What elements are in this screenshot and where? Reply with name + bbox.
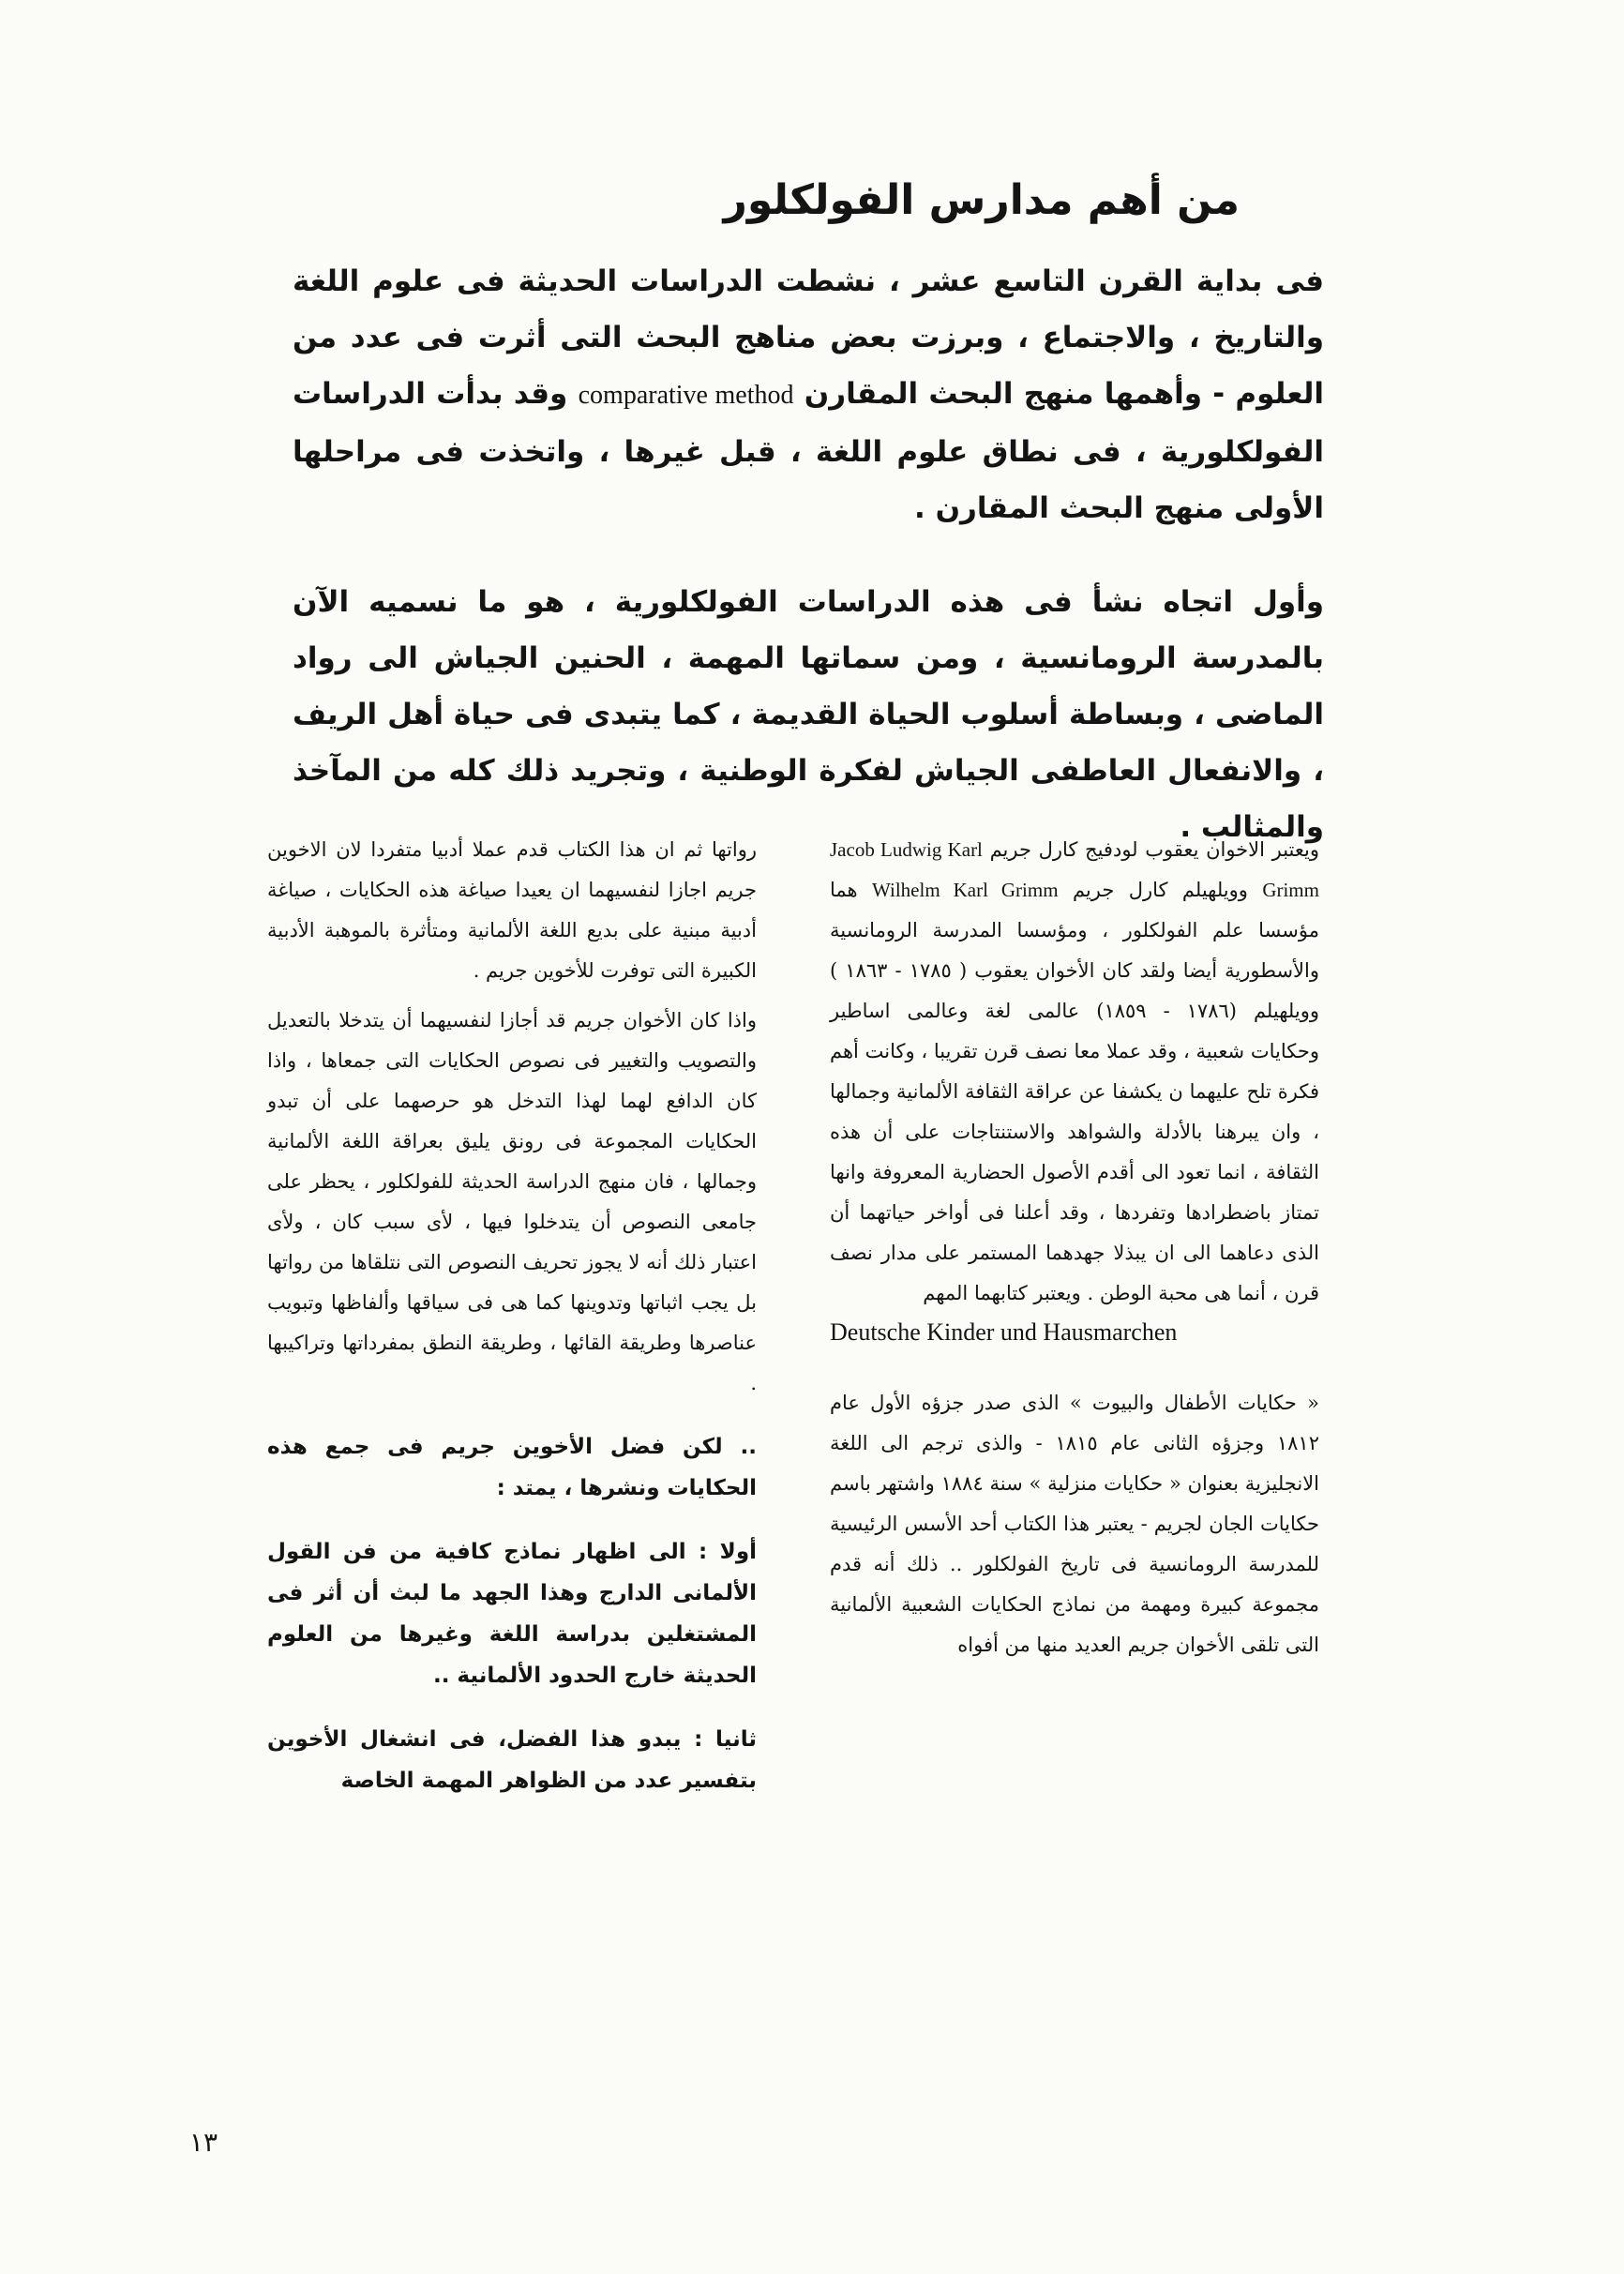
left-column-paragraph-2: واذا كان الأخوان جريم قد أجازا لنفسيهما أن يتدخلا بالتعديل والتصويب والتغيير فى نصوص الحكايات التى جمعاها ، واذا كان الدافع لهما لهذا التدخل هو حرصهما على أن تبدو الحكايات المجموعة فى رونق يليق بعراقة اللغة الألمانية وجمالها ، فان منهج الدراسة الحديثة للفولكلور ، يحظر على جامعى النصوص أن يتدخلوا فيها ، لأى سبب كان ، ولأى اعتبار ذلك أنه لا يجوز تحريف النصوص التى نتلقاها من رواتها بل يجب اثباتها وتدوينها كما هى فى سياقها وألفاظها وتبويب عناصرها وطريقة القائها ، وطريقة النطق بمفرداتها وتراكيبها . <box>267 1009 757 1394</box>
right-text-c: هما مؤسسا علم الفولكلور ، ومؤسسا المدرسة الرومانسية والأسطورية أيضا ولقد كان الأخوان يعقوب ( ١٧٨٥ - ١٨٦٣ ) وويلهيلم (١٧٨٦ - ١٨٥٩) عالمى لغة وعالمى اساطير وحكايات شعبية ، وقد عملا معا نصف قرن تقريبا ، وكانت أهم فكرة تلح عليهما ن يكشفا عن عراقة الثقافة الألمانية وجمالها ، وان يبرهنا بالأدلة والشواهد والاستنتاجات على أن هذه الثقافة ، انما تعود الى أقدم الأصول الحضارية المعروفة وانها تمتاز باضطرادها وتفردها ، وقد أعلنا فى أواخر حياتهما أن الذى دعاهما الى ان يبذلا جهدهما المستمر على مدار نصف قرن ، أنما هى محبة الوطن . ويعتبر كتابهما المهم <box>830 879 1319 1304</box>
intro-latin-term: comparative method <box>578 381 794 410</box>
right-text-a: ويعتبر الاخوان يعقوب لودفيج كارل جريم <box>989 838 1319 861</box>
left-column-paragraph-4: أولا : الى اظهار نماذج كافية من فن القول الألمانى الدارج وهذا الجهد ما لبث أن أثر فى المشتغلين بدراسة اللغة وغيرها من العلوم الحديثة خارج الحدود الألمانية .. <box>267 1540 757 1688</box>
intro-paragraph-1 <box>293 253 1324 536</box>
intro-paragraph-2: وأول اتجاه نشأ فى هذه الدراسات الفولكلورية ، هو ما نسميه الآن بالمدرسة الرومانسية ، ومن سماتها المهمة ، الحنين الجياش الى رواد الماضى ، وبساطة أسلوب الحياة القديمة ، كما يتبدى فى حياة أهل الريف ، والانفعال العاطفى الجياش لفكرة الوطنية ، وتجريد ذلك كله من المآخذ والمثالب . <box>293 585 1324 844</box>
right-column-paragraph-1 <box>830 830 1319 1351</box>
left-column-paragraph-3: .. لكن فضل الأخوين جريم فى جمع هذه الحكايات ونشرها ، يمتد : <box>267 1435 757 1500</box>
latin-book-title: Deutsche Kinder und Hausmarchen <box>830 1318 1178 1346</box>
left-column-paragraph-1: رواتها ثم ان هذا الكتاب قدم عملا أدبيا متفردا لان الاخوين جريم اجازا لنفسيهما ان يعيدا صياغة هذه الحكايات ، صياغة أدبية مبنية على بديع اللغة الألمانية ومتأثرة بالموهبة الأدبية الكبيرة التى توفرت للأخوين جريم . <box>267 838 757 982</box>
left-column <box>267 830 757 1811</box>
latin-name-jacob: Jacob Ludwig Karl Grimm <box>830 838 1319 901</box>
latin-name-wilhelm: Wilhelm Karl Grimm <box>872 879 1059 901</box>
intro-paragraph-1-text-b: وقد بدأت الدراسات الفولكلورية ، فى نطاق علوم اللغة ، قبل غيرها ، واتخذت فى مراحلها الأولى منهج البحث المقارن . <box>293 377 1324 525</box>
page-number: ١٣ <box>188 2127 218 2158</box>
intro-paragraph-1-text-a: فى بداية القرن التاسع عشر ، نشطت الدراسات الحديثة فى علوم اللغة والتاريخ ، والاجتماع ، وبرزت بعض مناهج البحث التى أثرت فى عدد من العلوم - وأهمها منهج البحث المقارن <box>293 264 1325 411</box>
right-column-paragraph-2: « حكايات الأطفال والبيوت » الذى صدر جزؤه الأول عام ١٨١٢ وجزؤه الثانى عام ١٨١٥ - والذى ترجم الى اللغة الانجليزية بعنوان « حكايات منزلية » سنة ١٨٨٤ واشتهر باسم حكايات الجان لجريم - يعتبر هذا الكتاب أحد الأسس الرئيسية للمدرسة الرومانسية فى تاريخ الفولكلور .. ذلك أنه قدم مجموعة كبيرة ومهمة من نماذج الحكايات الشعبية الألمانية التى تلقى الأخوان جريم العديد منها من أفواه <box>830 1392 1320 1656</box>
section-heading: من أهم مدارس الفولكلور <box>723 176 1240 224</box>
left-column-paragraph-5: ثانيا : يبدو هذا الفضل، فى انشغال الأخوين بتفسير عدد من الظواهر المهمة الخاصة <box>267 1727 757 1793</box>
right-column <box>830 830 1319 1675</box>
right-text-b: وويلهيلم كارل جريم <box>1072 879 1248 901</box>
